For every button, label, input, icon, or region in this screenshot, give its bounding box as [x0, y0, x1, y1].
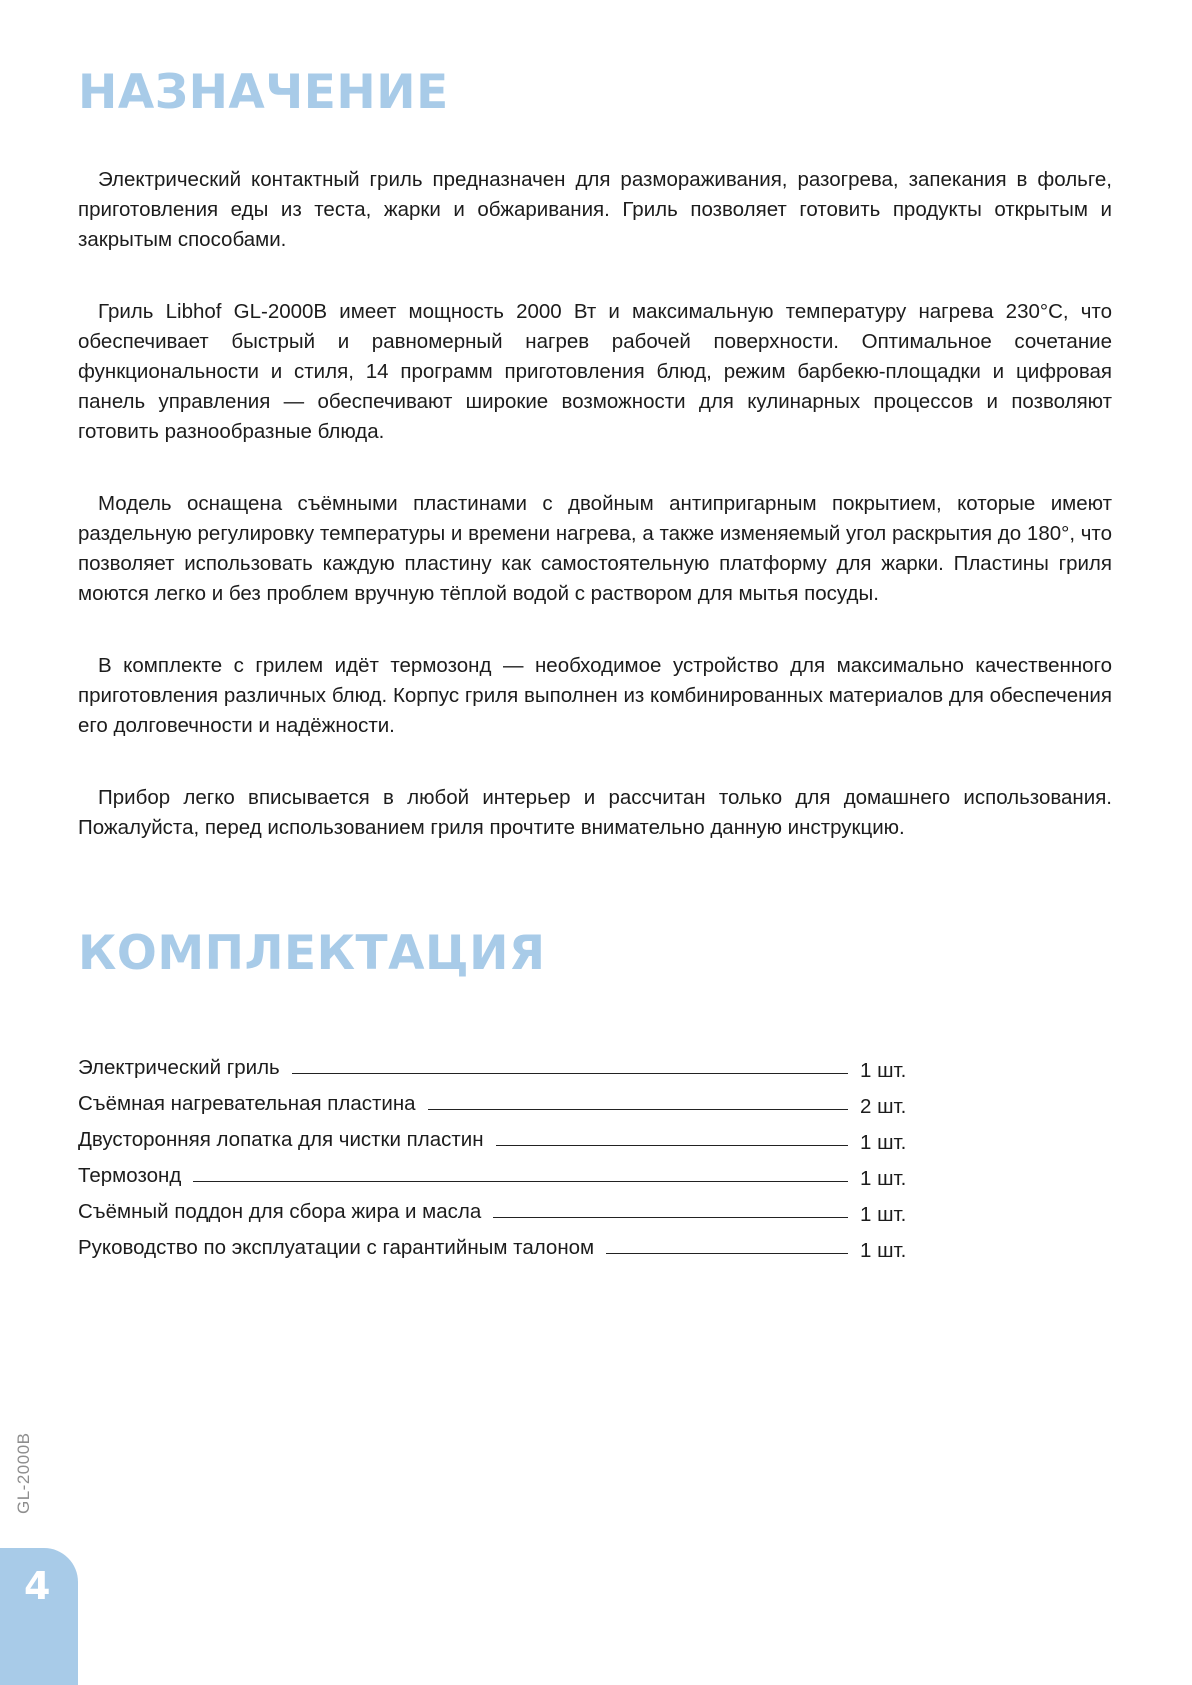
- leader-line: [606, 1252, 848, 1254]
- purpose-paragraph: Гриль Libhof GL-2000B имеет мощность 2000 Вт и максимальную температуру нагрева 230°С, что обеспечивает быстрый и равномерный нагрев рабочей поверхности. Оптимальное сочетание функциональности и стиля, 14 программ приготовления блюд, режим барбекю-площадки и цифровая панель управления — обеспечивают широкие возможности для кулинарных процессов и позволяют готовить разнообразные блюда.: [78, 300, 1112, 443]
- kit-item: [78, 1044, 918, 1080]
- purpose-paragraph: В комплекте с грилем идёт термозонд — необходимое устройство для максимально качественного приготовления различных блюд. Корпус гриля выполнен из комбинированных материалов для обеспечения его долговечности и надёжности.: [78, 654, 1112, 737]
- purpose-paragraph: Модель оснащена съёмными пластинами с двойным антипригарным покрытием, которые имеют раздельную регулировку температуры и времени нагрева, а также изменяемый угол раскрытия до 180°, что позволяет использовать каждую пластину как самостоятельную платформу для жарки. Пластины гриля моются легко и без проблем вручную тёплой водой с раствором для мытья посуды.: [78, 492, 1112, 605]
- kit-item-qty: 1 шт.: [860, 1167, 907, 1190]
- leader-line: [193, 1180, 848, 1182]
- kit-item-qty: 2 шт.: [860, 1095, 907, 1118]
- leader-line: [428, 1108, 848, 1110]
- kit-item-qty: 1 шт.: [860, 1203, 907, 1226]
- kit-item: [78, 1152, 918, 1188]
- purpose-paragraph: Электрический контактный гриль предназначен для размораживания, разогрева, запекания в фольге, приготовления еды из теста, жарки и обжаривания. Гриль позволяет готовить продукты открытым и закрытым способами.: [78, 168, 1112, 251]
- section-title-kit: КОМПЛЕКТАЦИЯ: [78, 926, 546, 981]
- kit-item-name: Съёмная нагревательная пластина: [78, 1092, 416, 1115]
- kit-item-name: Термозонд: [78, 1164, 182, 1187]
- kit-item: [78, 1224, 918, 1260]
- kit-item-name: Руководство по эксплуатации с гарантийным талоном: [78, 1236, 595, 1259]
- kit-item: [78, 1080, 918, 1116]
- kit-item-qty: 1 шт.: [860, 1059, 907, 1082]
- leader-line: [496, 1144, 848, 1146]
- kit-list: [78, 1044, 918, 1260]
- purpose-paragraph: Прибор легко вписывается в любой интерьер и рассчитан только для домашнего использования. Пожалуйста, перед использованием гриля прочтите внимательно данную инструкцию.: [78, 786, 1112, 839]
- kit-item-qty: 1 шт.: [860, 1239, 907, 1262]
- kit-item-name: Двусторонняя лопатка для чистки пластин: [78, 1128, 484, 1151]
- section-title-purpose: НАЗНАЧЕНИЕ: [78, 65, 449, 120]
- page-number: 4: [24, 1564, 51, 1608]
- kit-item: [78, 1188, 918, 1224]
- page-number-tab: [0, 1548, 78, 1685]
- kit-item-name: Электрический гриль: [78, 1056, 280, 1079]
- model-label: GL-2000B: [14, 1432, 33, 1514]
- kit-item-name: Съёмный поддон для сбора жира и масла: [78, 1200, 482, 1223]
- leader-line: [292, 1072, 848, 1074]
- kit-item: [78, 1116, 918, 1152]
- kit-item-qty: 1 шт.: [860, 1131, 907, 1154]
- leader-line: [493, 1216, 848, 1218]
